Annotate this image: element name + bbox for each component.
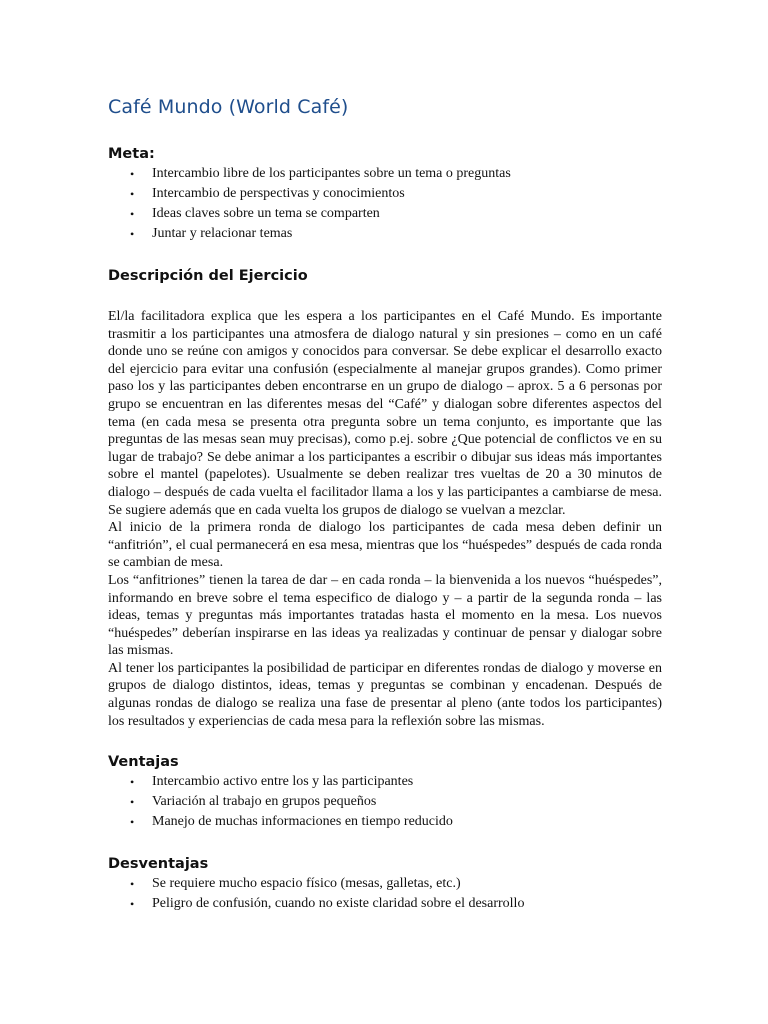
ventajas-heading: Ventajas (108, 754, 179, 771)
paragraph: Al tener los participantes la posibilidad de participar en diferentes rondas de dialogo y moverse en grupos de dialogo distintos, ideas, temas y preguntas se combinan y encadenan. Después de algunas rondas de dialogo se realiza una fase de presentar al pleno (ante todos los participantes) los resultados y experiencias de cada mesa para la reflexión sobre las mismas. (108, 660, 662, 729)
list-item (128, 204, 662, 224)
bullet-icon: • (130, 897, 135, 912)
meta-heading: Meta: (108, 146, 155, 162)
ventajas-section (108, 752, 662, 832)
list-item (128, 874, 662, 894)
list-item-text: Ideas claves sobre un tema se comparten (152, 206, 380, 221)
list-item-text: Variación al trabajo en grupos pequeños (152, 794, 377, 810)
desventajas-section (108, 854, 662, 914)
list-item-text: Se requiere mucho espacio físico (mesas, galletas, etc.) (152, 876, 461, 892)
list-item (128, 184, 662, 204)
bullet-icon: • (130, 877, 135, 892)
list-item-text: Intercambio libre de los participantes sobre un tema o preguntas (152, 166, 511, 181)
bullet-icon: • (130, 775, 135, 790)
bullet-icon: • (130, 227, 135, 241)
desventajas-heading: Desventajas (108, 856, 209, 873)
list-item (128, 772, 662, 792)
list-item-text: Juntar y relacionar temas (152, 226, 293, 241)
meta-list (108, 164, 662, 244)
list-item-text: Intercambio de perspectivas y conocimientos (152, 186, 405, 201)
bullet-icon: • (130, 167, 135, 181)
descripcion-heading: Descripción del Ejercicio (108, 268, 308, 284)
paragraph: Al inicio de la primera ronda de dialogo los participantes de cada mesa deben definir un “anfitrión”, el cual permanecerá en esa mesa, mientras que los “huéspedes” después de cada ronda se cambian de mesa. (108, 520, 662, 571)
bullet-icon: • (130, 207, 135, 221)
descripcion-body (108, 308, 662, 730)
document-page (108, 96, 662, 914)
bullet-icon: • (130, 795, 135, 810)
bullet-icon: • (130, 187, 135, 201)
list-item (128, 894, 662, 914)
list-item-text: Manejo de muchas informaciones en tiempo reducido (152, 814, 453, 830)
list-item (128, 792, 662, 812)
list-item (128, 812, 662, 832)
desventajas-list (108, 874, 662, 914)
list-item-text: Intercambio activo entre los y las participantes (152, 774, 414, 790)
document-title: Café Mundo (World Café) (108, 96, 349, 118)
ventajas-list (108, 772, 662, 832)
meta-section (108, 144, 662, 244)
bullet-icon: • (130, 815, 135, 830)
list-item-text: Peligro de confusión, cuando no existe claridad sobre el desarrollo (152, 896, 525, 912)
list-item (128, 164, 662, 184)
paragraph: El/la facilitadora explica que les espera a los participantes en el Café Mundo. Es importante trasmitir a los participantes una atmosfera de dialogo natural y sin presiones – como en un café donde uno se reúne con amigos y conocidos para conversar. Se debe explicar el desarrollo exacto del ejercicio para evitar una confusión (especialmente al manejar grupos grandes). Como primer paso los y las participantes deben encontrarse en un grupo de dialogo – aprox. 5 a 6 personas por grupo se encuentran en las diferentes mesas del “Café” y dialogan sobre diferentes aspectos del tema (en cada mesa se presenta otra pregunta sobre un tema conjunto, es importante que las preguntas de las mesas sean muy precisas), como p.ej. sobre ¿Que potencial de conflictos ve en su lugar de trabajo? Se debe animar a los participantes a escribir o dibujar sus ideas más importantes sobre el mantel (papelotes). Usualmente se deben realizar tres vueltas de 20 a 30 minutos de dialogo – después de cada vuelta el facilitador llama a los y las participantes a cambiarse de mesa. Se sugiere además que en cada vuelta los grupos de dialogo se vuelvan a mezclar. (108, 309, 662, 518)
paragraph: Los “anfitriones” tienen la tarea de dar – en cada ronda – la bienvenida a los nuevos “huéspedes”, informando en breve sobre el tema especifico de dialogo y – a partir de la segunda ronda – las ideas, temas y preguntas más importantes tratadas hasta el momento en la mesa. Los nuevos “huéspedes” deberían inspirarse en las ideas ya realizadas y continuar de pensar y dialogar sobre las mismas. (108, 572, 662, 659)
list-item (128, 224, 662, 244)
